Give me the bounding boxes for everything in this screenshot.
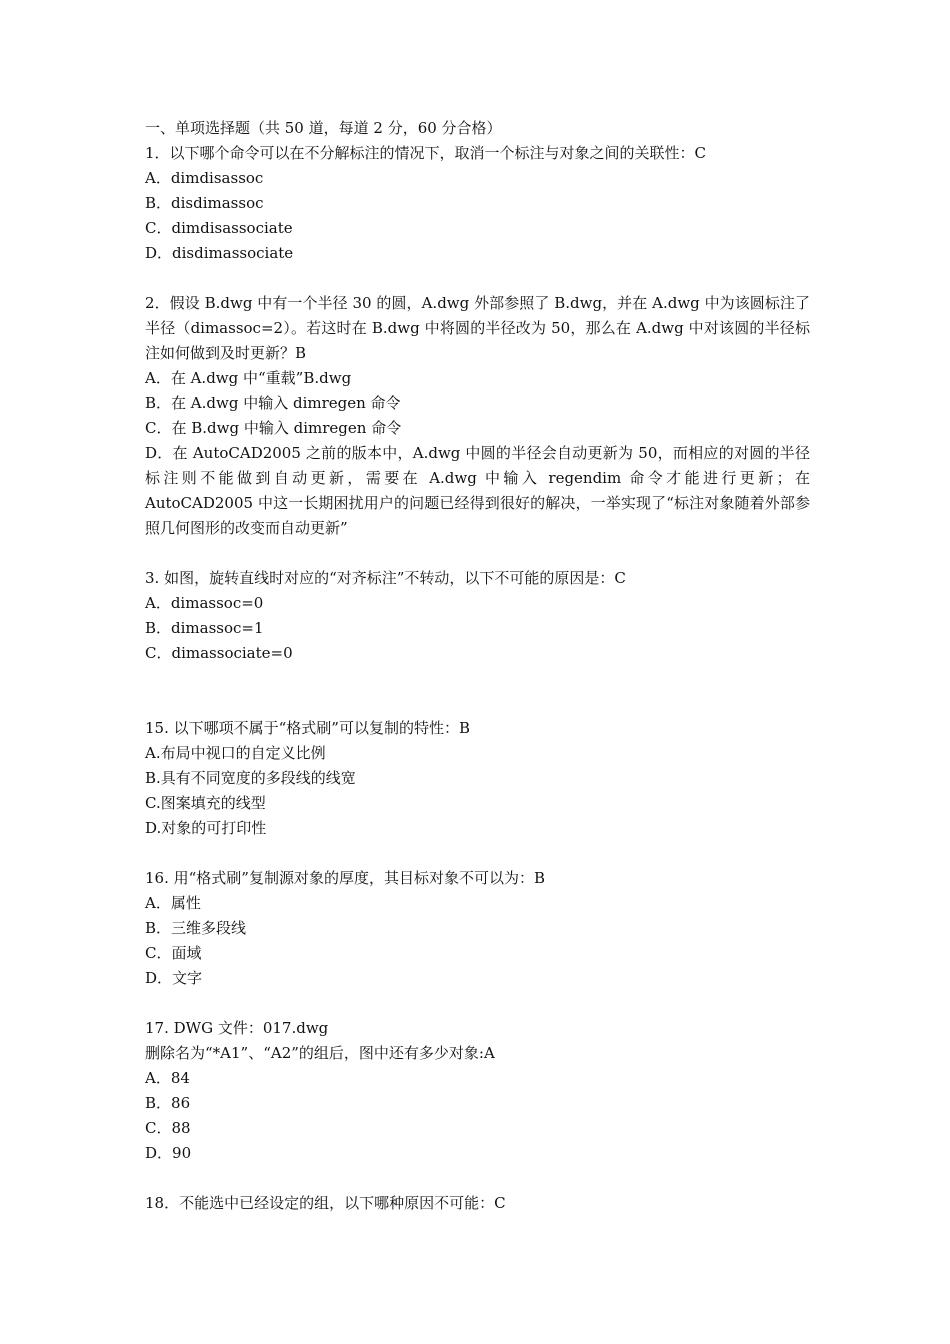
- question-1: [145, 141, 810, 266]
- question-stem: 15. 以下哪项不属于“格式刷”可以复制的特性：B: [145, 719, 470, 737]
- question-stem: 3. 如图，旋转直线时对应的“对齐标注”不转动，以下不可能的原因是：C: [145, 569, 626, 587]
- option-a: A．属性: [145, 894, 201, 912]
- option-c: C．dimdisassociate: [145, 219, 293, 237]
- question-stem-line-2: 删除名为“*A1”、“A2”的组后，图中还有多少对象:A: [145, 1044, 495, 1062]
- option-d: D．90: [145, 1144, 192, 1162]
- option-c: C.图案填充的线型: [145, 794, 266, 812]
- question-stem: 18．不能选中已经设定的组，以下哪种原因不可能：C: [145, 1194, 506, 1212]
- question-16: [145, 866, 810, 991]
- question-stem: 2．假设 B.dwg 中有一个半径 30 的圆，A.dwg 外部参照了 B.dwg，并在 A.dwg 中为该圆标注了半径（dimassoc=2）。若这时在 B.dwg 中将圆的半径改为 50，那么在 A.dwg 中对该圆的半径标注如何做到及时更新？B: [145, 294, 810, 362]
- question-stem: 17. DWG 文件：017.dwg: [145, 1019, 329, 1037]
- option-b: B．dimassoc=1: [145, 619, 264, 637]
- question-2: [145, 291, 815, 541]
- option-d: D．disdimassociate: [145, 244, 294, 262]
- option-c: C．面域: [145, 944, 202, 962]
- option-c: C．dimassociate=0: [145, 644, 293, 662]
- option-d: D．在 AutoCAD2005 之前的版本中，A.dwg 中圆的半径会自动更新为 50，而相应的对圆的半径标注则不能做到自动更新，需要在 A.dwg 中输入 regendim 命令才能进行更新；在 AutoCAD2005 中这一长期困扰用户的问题已经得到很好的解决，一举实现了“标注对象随着外部参照几何图形的改变而自动更新”: [145, 444, 815, 537]
- option-b: B．三维多段线: [145, 919, 247, 937]
- option-b: B．在 A.dwg 中输入 dimregen 命令: [145, 394, 401, 412]
- option-a: A．dimassoc=0: [145, 594, 264, 612]
- document-page: [145, 116, 815, 1216]
- question-stem: 16. 用“格式刷”复制源对象的厚度，其目标对象不可以为：B: [145, 869, 545, 887]
- option-b: B．86: [145, 1094, 191, 1112]
- option-d: D．文字: [145, 969, 203, 987]
- option-a: A.布局中视口的自定义比例: [145, 744, 326, 762]
- option-a: A．在 A.dwg 中“重载”B.dwg: [145, 369, 352, 387]
- option-a: A．dimdisassoc: [145, 169, 264, 187]
- option-b: B．disdimassoc: [145, 194, 264, 212]
- option-d: D.对象的可打印性: [145, 819, 267, 837]
- option-b: B.具有不同宽度的多段线的线宽: [145, 769, 356, 787]
- question-18: [145, 1191, 810, 1216]
- option-c: C．88: [145, 1119, 191, 1137]
- option-c: C．在 B.dwg 中输入 dimregen 命令: [145, 419, 402, 437]
- option-a: A．84: [145, 1069, 190, 1087]
- question-stem: 1．以下哪个命令可以在不分解标注的情况下，取消一个标注与对象之间的关联性：C: [145, 144, 707, 162]
- question-3: [145, 566, 810, 666]
- question-17: [145, 1016, 810, 1166]
- question-15: [145, 716, 810, 841]
- section-title: 一、单项选择题（共 50 道，每道 2 分，60 分合格）: [145, 119, 502, 137]
